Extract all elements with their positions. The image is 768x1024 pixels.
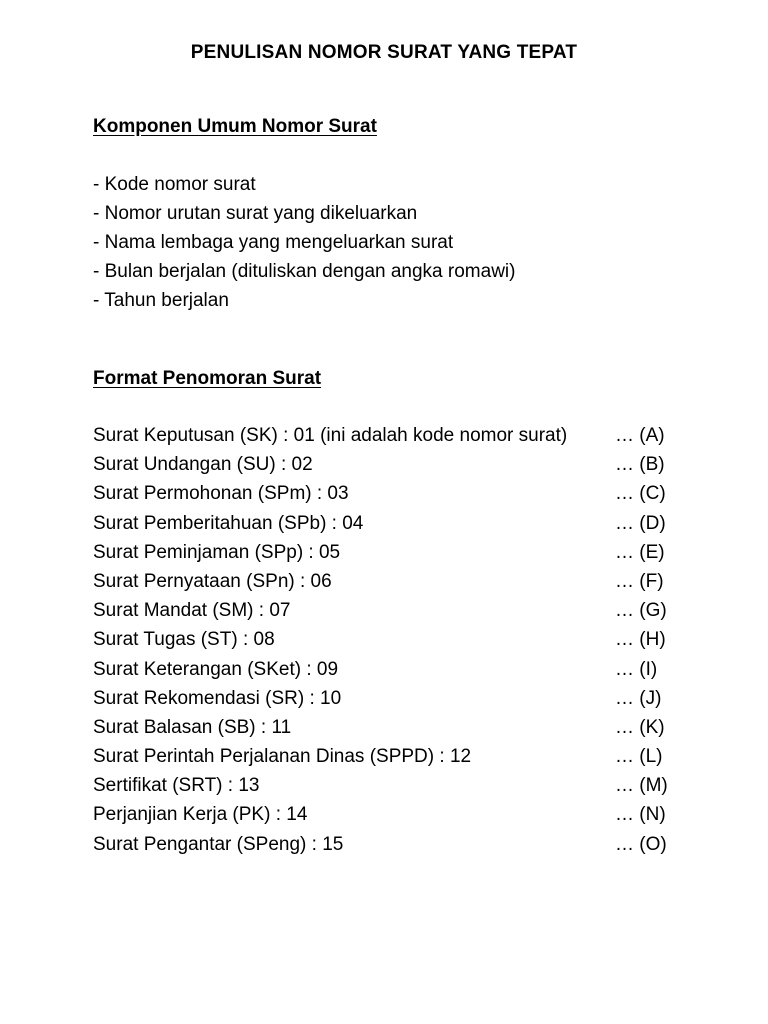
format-entry-marker: … (K) xyxy=(615,716,665,738)
format-entry-marker: … (I) xyxy=(615,658,658,680)
format-entry-text: Surat Keputusan (SK) : 01 (ini adalah kode nomor surat) xyxy=(93,425,568,446)
section-heading-komponen: Komponen Umum Nomor Surat xyxy=(93,116,377,137)
komponen-item: - Kode nomor surat xyxy=(93,174,256,195)
komponen-item: - Nama lembaga yang mengeluarkan surat xyxy=(93,232,454,253)
format-entry-text: Surat Pengantar (SPeng) : 15 xyxy=(93,833,344,855)
format-entry-marker: … (D) xyxy=(615,512,666,534)
format-entry-text: Surat Perintah Perjalanan Dinas (SPPD) : 12 xyxy=(93,746,472,768)
format-entry xyxy=(93,454,683,483)
format-entry-text: Surat Keterangan (SKet) : 09 xyxy=(93,658,339,680)
komponen-item: - Tahun berjalan xyxy=(93,290,229,311)
format-entry xyxy=(93,804,683,833)
format-entry-text: Surat Pemberitahuan (SPb) : 04 xyxy=(93,512,364,534)
format-entry-marker: … (G) xyxy=(615,600,667,622)
document-title: PENULISAN NOMOR SURAT YANG TEPAT xyxy=(190,42,578,63)
format-entry-marker: … (C) xyxy=(615,483,666,505)
format-entry-text: Surat Rekomendasi (SR) : 10 xyxy=(93,687,342,709)
format-entry-marker: … (N) xyxy=(615,804,666,826)
format-entry xyxy=(93,513,683,542)
format-entry xyxy=(93,775,683,804)
format-entry xyxy=(93,542,683,571)
format-entry xyxy=(93,571,683,600)
format-entry-marker: … (F) xyxy=(615,570,664,592)
format-entry xyxy=(93,688,683,717)
format-entry-text: Surat Tugas (ST) : 08 xyxy=(93,629,275,651)
format-entry xyxy=(93,717,683,746)
section-heading-format: Format Penomoran Surat xyxy=(93,368,322,389)
format-entry xyxy=(93,425,683,454)
format-entry-marker: … (O) xyxy=(615,833,667,855)
format-entry-text: Surat Pernyataan (SPn) : 06 xyxy=(93,570,332,592)
format-entry-marker: … (L) xyxy=(615,746,663,768)
format-entry xyxy=(93,600,683,629)
format-entry xyxy=(93,746,683,775)
format-entry-marker: … (J) xyxy=(615,687,662,709)
format-entry-marker: … (E) xyxy=(615,541,665,563)
komponen-item: - Bulan berjalan (dituliskan dengan angka romawi) xyxy=(93,261,516,282)
format-entry-text: Surat Balasan (SB) : 11 xyxy=(93,716,292,738)
format-entry-text: Sertifikat (SRT) : 13 xyxy=(93,775,260,797)
komponen-list xyxy=(93,174,515,319)
format-entry xyxy=(93,629,683,658)
format-entry-text: Surat Peminjaman (SPp) : 05 xyxy=(93,541,341,563)
format-list xyxy=(93,425,683,863)
format-entry-marker: … (A) xyxy=(615,425,665,446)
format-entry xyxy=(93,483,683,512)
format-entry-marker: … (B) xyxy=(615,454,665,476)
format-entry-text: Surat Undangan (SU) : 02 xyxy=(93,454,313,476)
format-entry xyxy=(93,834,683,863)
format-entry-marker: … (H) xyxy=(615,629,666,651)
format-entry-text: Perjanjian Kerja (PK) : 14 xyxy=(93,804,308,826)
format-entry-marker: … (M) xyxy=(615,775,668,797)
format-entry-text: Surat Permohonan (SPm) : 03 xyxy=(93,483,349,505)
format-entry xyxy=(93,659,683,688)
format-entry-text: Surat Mandat (SM) : 07 xyxy=(93,600,291,622)
komponen-item: - Nomor urutan surat yang dikeluarkan xyxy=(93,203,418,224)
